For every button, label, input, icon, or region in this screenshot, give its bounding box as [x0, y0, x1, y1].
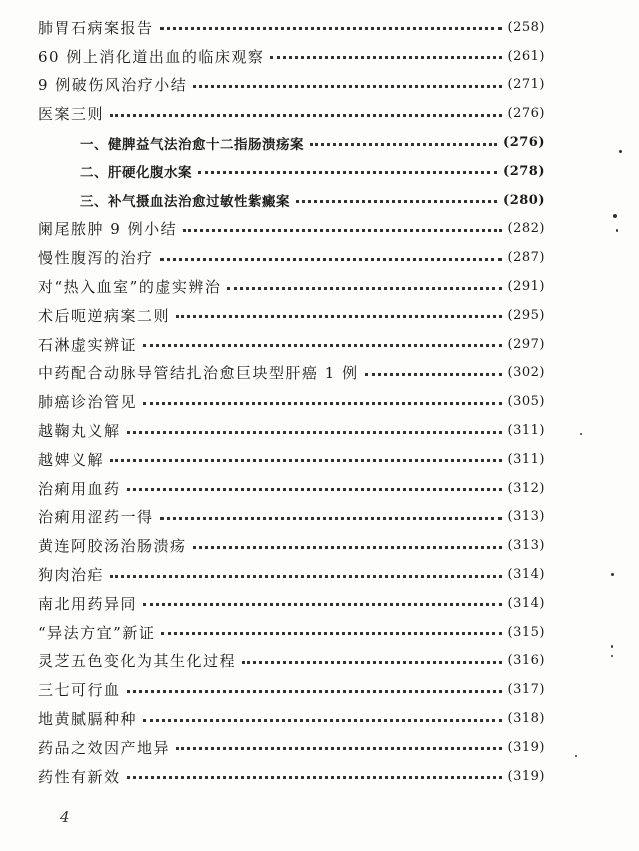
- entry-page: (314): [507, 567, 545, 583]
- dot-leader: [227, 286, 501, 290]
- scan-speck: [613, 214, 617, 218]
- toc-subentry: [38, 186, 545, 215]
- entry-page: (314): [507, 595, 545, 611]
- dot-leader: [198, 170, 497, 174]
- entry-title: 中药配合动脉导管结扎治愈巨块型肝癌 1 例: [38, 364, 359, 383]
- entry-title: 一、健脾益气法治愈十二指肠溃疡案: [80, 136, 304, 153]
- dot-leader: [127, 775, 502, 779]
- entry-page: (278): [503, 163, 545, 179]
- dot-leader: [143, 343, 502, 347]
- dot-leader: [176, 314, 502, 318]
- entry-title: 石淋虚实辨证: [38, 335, 138, 354]
- entry-title: 慢性腹泻的治疗: [38, 249, 154, 268]
- entry-page: (316): [507, 653, 545, 669]
- toc-entry: [38, 42, 545, 71]
- toc-entry: [38, 474, 545, 503]
- entry-title: 9 例破伤风治疗小结: [38, 76, 188, 95]
- entry-page: (313): [507, 509, 545, 525]
- entry-page: (276): [503, 135, 545, 151]
- toc-entry: [38, 647, 545, 676]
- entry-page: (276): [507, 106, 545, 122]
- entry-page: (295): [507, 307, 545, 323]
- scan-speck: [611, 655, 613, 657]
- toc-subentry: [38, 157, 545, 186]
- entry-title: 越婢义解: [38, 450, 105, 469]
- dot-leader: [270, 55, 501, 59]
- entry-title: 三、补气摄血法治愈过敏性紫癜案: [80, 194, 290, 211]
- entry-title: 术后呃逆病案二则: [38, 306, 171, 325]
- scan-speck: [611, 573, 614, 576]
- dot-leader: [143, 401, 502, 405]
- scan-speck: [580, 433, 582, 435]
- toc-entry: [38, 733, 545, 762]
- toc-entry: [38, 13, 545, 42]
- entry-title: 肺癌诊治管见: [38, 393, 138, 412]
- entry-title: 黄连阿胶汤治肠溃疡: [38, 537, 187, 556]
- toc-entry: [38, 243, 545, 272]
- toc-entry: [38, 416, 545, 445]
- entry-title: 地黄腻膈种种: [38, 710, 138, 729]
- dot-leader: [183, 228, 501, 232]
- dot-leader: [193, 545, 502, 549]
- entry-title: 阑尾脓肿 9 例小结: [38, 220, 178, 239]
- dot-leader: [127, 689, 502, 693]
- entry-page: (311): [507, 451, 545, 467]
- scan-speck: [575, 755, 577, 757]
- toc-entry: [38, 301, 545, 330]
- dot-leader: [143, 718, 502, 722]
- toc-entry: [38, 589, 545, 618]
- toc-entry: [38, 704, 545, 733]
- dot-leader: [176, 746, 502, 750]
- entry-title: 越鞠丸义解: [38, 422, 121, 441]
- entry-page: (258): [507, 19, 545, 35]
- dot-leader: [127, 430, 502, 434]
- toc-entry: [38, 387, 545, 416]
- dot-leader: [110, 574, 502, 578]
- entry-page: (261): [507, 48, 545, 64]
- toc-entry: [38, 762, 545, 791]
- scan-speck: [619, 150, 622, 153]
- dot-leader: [161, 631, 501, 635]
- entry-title: 狗肉治疟: [38, 566, 105, 585]
- toc-entry: [38, 445, 545, 474]
- dot-leader: [143, 602, 502, 606]
- dot-leader: [242, 660, 502, 664]
- dot-leader: [365, 372, 502, 376]
- entry-title: 灵芝五色变化为其生化过程: [38, 652, 237, 671]
- entry-page: (313): [507, 538, 545, 554]
- dot-leader: [110, 458, 502, 462]
- toc-subentry: [38, 128, 545, 157]
- entry-page: (312): [507, 480, 545, 496]
- entry-title: 对“热入血室”的虚实辨治: [38, 278, 222, 297]
- dot-leader: [160, 257, 502, 261]
- entry-title: 医案三则: [38, 105, 105, 124]
- entry-title: 60 例上消化道出血的临床观察: [38, 47, 265, 66]
- entry-title: 药性有新效: [38, 767, 121, 786]
- toc-entry: [38, 272, 545, 301]
- toc-entry: [38, 560, 545, 589]
- entry-title: 南北用药异同: [38, 594, 138, 613]
- page-number: 4: [60, 808, 70, 826]
- dot-leader: [296, 199, 497, 203]
- dot-leader: [110, 113, 502, 117]
- entry-page: (291): [507, 279, 545, 295]
- entry-title: “异法方宜”新证: [38, 623, 156, 642]
- entry-title: 治痢用血药: [38, 479, 121, 498]
- toc-entry: [38, 330, 545, 359]
- dot-leader: [127, 487, 502, 491]
- scan-speck: [616, 229, 618, 232]
- entry-page: (271): [507, 77, 545, 93]
- dot-leader: [160, 26, 502, 30]
- toc-entry: [38, 618, 545, 647]
- scan-speck: [611, 645, 613, 648]
- dot-leader: [160, 516, 502, 520]
- entry-title: 肺胃石病案报告: [38, 18, 154, 37]
- toc-entry: [38, 215, 545, 244]
- entry-title: 治痢用涩药一得: [38, 508, 154, 527]
- toc-entry: [38, 503, 545, 532]
- toc-entry: [38, 675, 545, 704]
- entry-page: (282): [507, 221, 545, 237]
- entry-page: (280): [503, 192, 545, 208]
- table-of-contents: [38, 13, 545, 791]
- entry-page: (305): [507, 394, 545, 410]
- toc-entry: [38, 71, 545, 100]
- entry-page: (311): [507, 423, 545, 439]
- toc-entry: [38, 99, 545, 128]
- entry-page: (315): [507, 624, 545, 640]
- entry-page: (317): [507, 682, 545, 698]
- entry-page: (302): [507, 365, 545, 381]
- dot-leader: [310, 142, 497, 146]
- entry-title: 三七可行血: [38, 681, 121, 700]
- entry-page: (319): [507, 739, 545, 755]
- entry-title: 药品之效因产地异: [38, 738, 171, 757]
- entry-page: (319): [507, 768, 545, 784]
- dot-leader: [193, 84, 501, 88]
- entry-title: 二、肝硬化腹水案: [80, 165, 192, 182]
- entry-page: (318): [507, 711, 545, 727]
- entry-page: (297): [507, 336, 545, 352]
- toc-entry: [38, 359, 545, 388]
- entry-page: (287): [507, 250, 545, 266]
- toc-entry: [38, 531, 545, 560]
